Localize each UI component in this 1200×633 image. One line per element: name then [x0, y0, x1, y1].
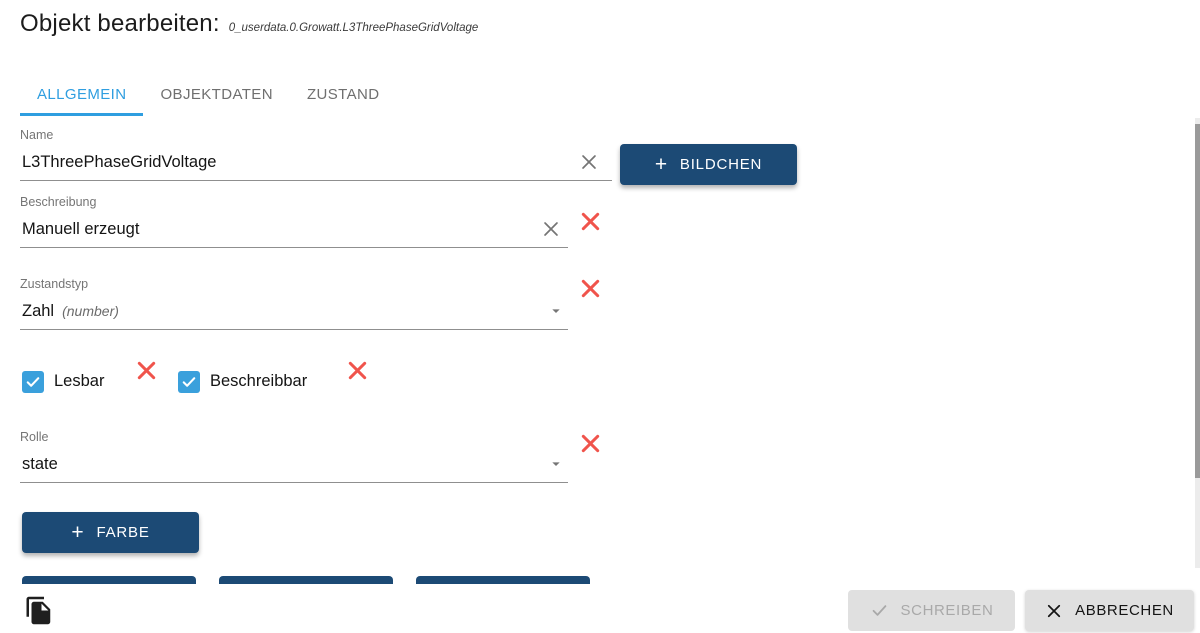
lesbar-delete-icon[interactable]	[135, 359, 158, 382]
beschreibung-label: Beschreibung	[20, 195, 97, 209]
scrollbar-thumb[interactable]	[1195, 124, 1200, 478]
clipped-button-3[interactable]	[416, 576, 590, 584]
zustandstyp-delete-icon[interactable]	[579, 277, 602, 300]
abbrechen-button-label: ABBRECHEN	[1075, 602, 1174, 619]
rolle-label: Rolle	[20, 430, 49, 444]
lesbar-label: Lesbar	[54, 372, 105, 390]
add-farbe-button[interactable]	[22, 512, 199, 553]
close-icon	[1045, 602, 1063, 620]
tab-objektdaten[interactable]: OBJEKTDATEN	[160, 86, 273, 103]
dialog-header	[20, 10, 478, 38]
checkmark-icon	[24, 373, 42, 391]
lesbar-checkbox[interactable]	[22, 371, 44, 393]
rolle-field-group	[20, 430, 568, 483]
tab-bar	[20, 76, 396, 116]
zustandstyp-label: Zustandstyp	[20, 277, 89, 291]
rolle-delete-icon[interactable]	[579, 432, 602, 455]
tab-zustand[interactable]: ZUSTAND	[306, 86, 380, 103]
checkmark-icon	[180, 373, 198, 391]
beschreibung-field-row	[20, 211, 568, 248]
page-title: Objekt bearbeiten:	[20, 10, 220, 37]
bildchen-button-label: BILDCHEN	[679, 156, 763, 173]
beschreibbar-label: Beschreibbar	[210, 372, 308, 390]
beschreibung-input[interactable]	[20, 220, 540, 239]
object-id: 0_userdata.0.Growatt.L3ThreePhaseGridVoltage	[228, 22, 479, 34]
beschreibung-delete-icon[interactable]	[579, 210, 602, 233]
plus-icon: +	[654, 153, 668, 176]
zustandstyp-select[interactable]	[20, 293, 568, 330]
rolle-value: state	[22, 454, 58, 473]
zustandstyp-field-group	[20, 277, 568, 330]
farbe-button-label: FARBE	[96, 524, 150, 541]
tab-allgemein[interactable]: ALLGEMEIN	[20, 76, 143, 116]
zustandstyp-value: Zahl (number)	[22, 301, 119, 320]
name-field-row	[20, 144, 612, 181]
name-input[interactable]	[20, 153, 578, 172]
beschreibung-clear-icon[interactable]	[540, 218, 562, 240]
rolle-select[interactable]	[20, 446, 568, 483]
beschreibung-field-group	[20, 195, 568, 248]
zustandstyp-hint: (number)	[62, 302, 119, 319]
caret-down-icon	[548, 456, 564, 472]
check-icon	[870, 601, 889, 620]
caret-down-icon	[548, 303, 564, 319]
plus-icon: +	[71, 521, 85, 544]
schreiben-button[interactable]	[848, 590, 1015, 631]
add-bildchen-button[interactable]	[620, 144, 797, 185]
beschreibbar-delete-icon[interactable]	[346, 359, 369, 382]
name-label: Name	[20, 128, 54, 142]
schreiben-button-label: SCHREIBEN	[900, 602, 994, 619]
name-clear-icon[interactable]	[578, 151, 600, 173]
beschreibbar-checkbox[interactable]	[178, 371, 200, 393]
abbrechen-button[interactable]	[1025, 590, 1194, 631]
clipped-button-2[interactable]	[219, 576, 393, 584]
clipped-button-1[interactable]	[22, 576, 196, 584]
name-field-group	[20, 128, 612, 181]
copy-icon[interactable]	[24, 594, 54, 628]
